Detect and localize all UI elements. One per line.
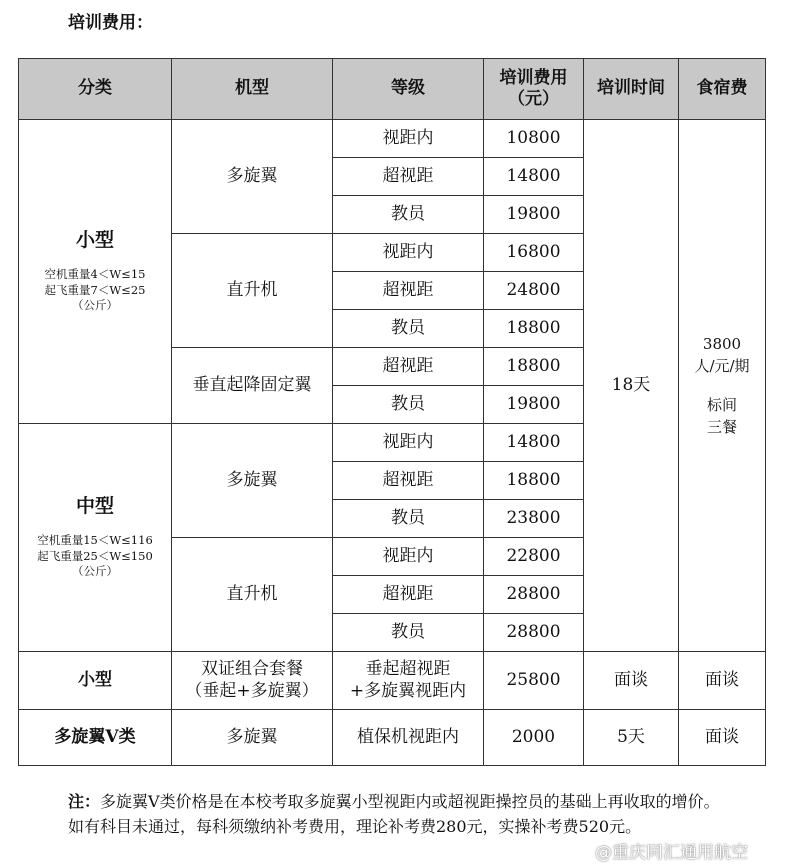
category-small-takeoff-weight: 起飞重量7＜W≤25 [44,282,146,297]
category-small-empty-weight: 空机重量4＜W≤15 [44,267,146,282]
level-cell: 教员 [333,310,484,348]
model-cell: 多旋翼 [172,120,333,234]
v-class-fee: 2000 [484,710,584,766]
combo-fee: 25800 [484,652,584,710]
combo-level [333,652,484,710]
combo-model-line1: 双证组合套餐 [201,659,303,680]
model-cell: 多旋翼 [172,424,333,538]
fee-cell: 16800 [484,234,584,272]
lodging-cell [679,120,766,652]
footnote [68,790,728,840]
level-cell: 超视距 [333,348,484,386]
fee-cell: 19800 [484,386,584,424]
level-cell: 超视距 [333,158,484,196]
level-cell: 视距内 [333,120,484,158]
watermark: @重庆同汇通用航空 [595,843,748,863]
header-model: 机型 [172,59,333,120]
combo-level-line1: 垂起超视距 [365,659,451,680]
level-cell: 超视距 [333,272,484,310]
fee-cell: 19800 [484,196,584,234]
table-row-combo [19,652,766,710]
footnote-text: 多旋翼V类价格是在本校考取多旋翼小型视距内或超视距操控员的基础上再收取的增价。如有科目未通过，每科须缴纳补考费用，理论补考费280元，实操补考费520元。 [68,792,720,836]
level-cell: 视距内 [333,538,484,576]
fee-cell: 14800 [484,158,584,196]
fee-cell: 23800 [484,500,584,538]
level-cell: 教员 [333,500,484,538]
category-medium-name: 中型 [75,495,114,518]
category-small-name: 小型 [75,229,114,252]
category-medium-empty-weight: 空机重量15＜W≤116 [37,533,153,548]
combo-category: 小型 [19,652,172,710]
combo-lodging: 面谈 [679,652,766,710]
level-cell: 教员 [333,196,484,234]
table-header-row [19,59,766,120]
header-fee-line1: 培训费用 [499,67,568,88]
fee-cell: 28800 [484,614,584,652]
table-row-v-class [19,710,766,766]
section-heading: 培训费用： [68,13,153,33]
category-medium [19,424,172,652]
level-cell: 超视距 [333,462,484,500]
fee-cell: 10800 [484,120,584,158]
footnote-label: 注： [68,792,101,811]
fee-cell: 18800 [484,462,584,500]
lodging-unit: 人/元/期 [694,357,750,375]
combo-model [172,652,333,710]
v-class-level: 植保机视距内 [333,710,484,766]
fee-cell: 18800 [484,348,584,386]
model-cell: 直升机 [172,538,333,652]
combo-time: 面谈 [584,652,679,710]
category-medium-takeoff-weight: 起飞重量25＜W≤150 [37,548,153,563]
fee-cell: 14800 [484,424,584,462]
fee-cell: 28800 [484,576,584,614]
fee-cell: 24800 [484,272,584,310]
lodging-room: 标间 [706,395,737,414]
category-small [19,120,172,424]
v-class-model: 多旋翼 [172,710,333,766]
level-cell: 教员 [333,614,484,652]
v-class-time: 5天 [584,710,679,766]
v-class-category: 多旋翼V类 [19,710,172,766]
level-cell: 教员 [333,386,484,424]
fee-cell: 18800 [484,310,584,348]
header-fee [484,59,584,120]
lodging-price: 3800 [702,334,742,353]
lodging-meals: 三餐 [706,418,737,436]
level-cell: 视距内 [333,234,484,272]
v-class-lodging: 面谈 [679,710,766,766]
fee-cell: 22800 [484,538,584,576]
header-time: 培训时间 [584,59,679,120]
combo-model-line2: （垂起+多旋翼） [185,680,319,701]
combo-level-line2: +多旋翼视距内 [349,680,467,701]
model-cell: 直升机 [172,234,333,348]
category-small-unit: （公斤） [72,298,118,313]
header-fee-line2: （元） [508,89,559,109]
model-cell: 垂直起降固定翼 [172,348,333,424]
level-cell: 视距内 [333,424,484,462]
level-cell: 超视距 [333,576,484,614]
category-medium-unit: （公斤） [72,564,118,579]
header-category: 分类 [19,59,172,120]
table-row [19,120,766,158]
header-level: 等级 [333,59,484,120]
training-fee-table [18,58,766,766]
header-lodging: 食宿费 [679,59,766,120]
training-time-cell: 18天 [584,120,679,652]
